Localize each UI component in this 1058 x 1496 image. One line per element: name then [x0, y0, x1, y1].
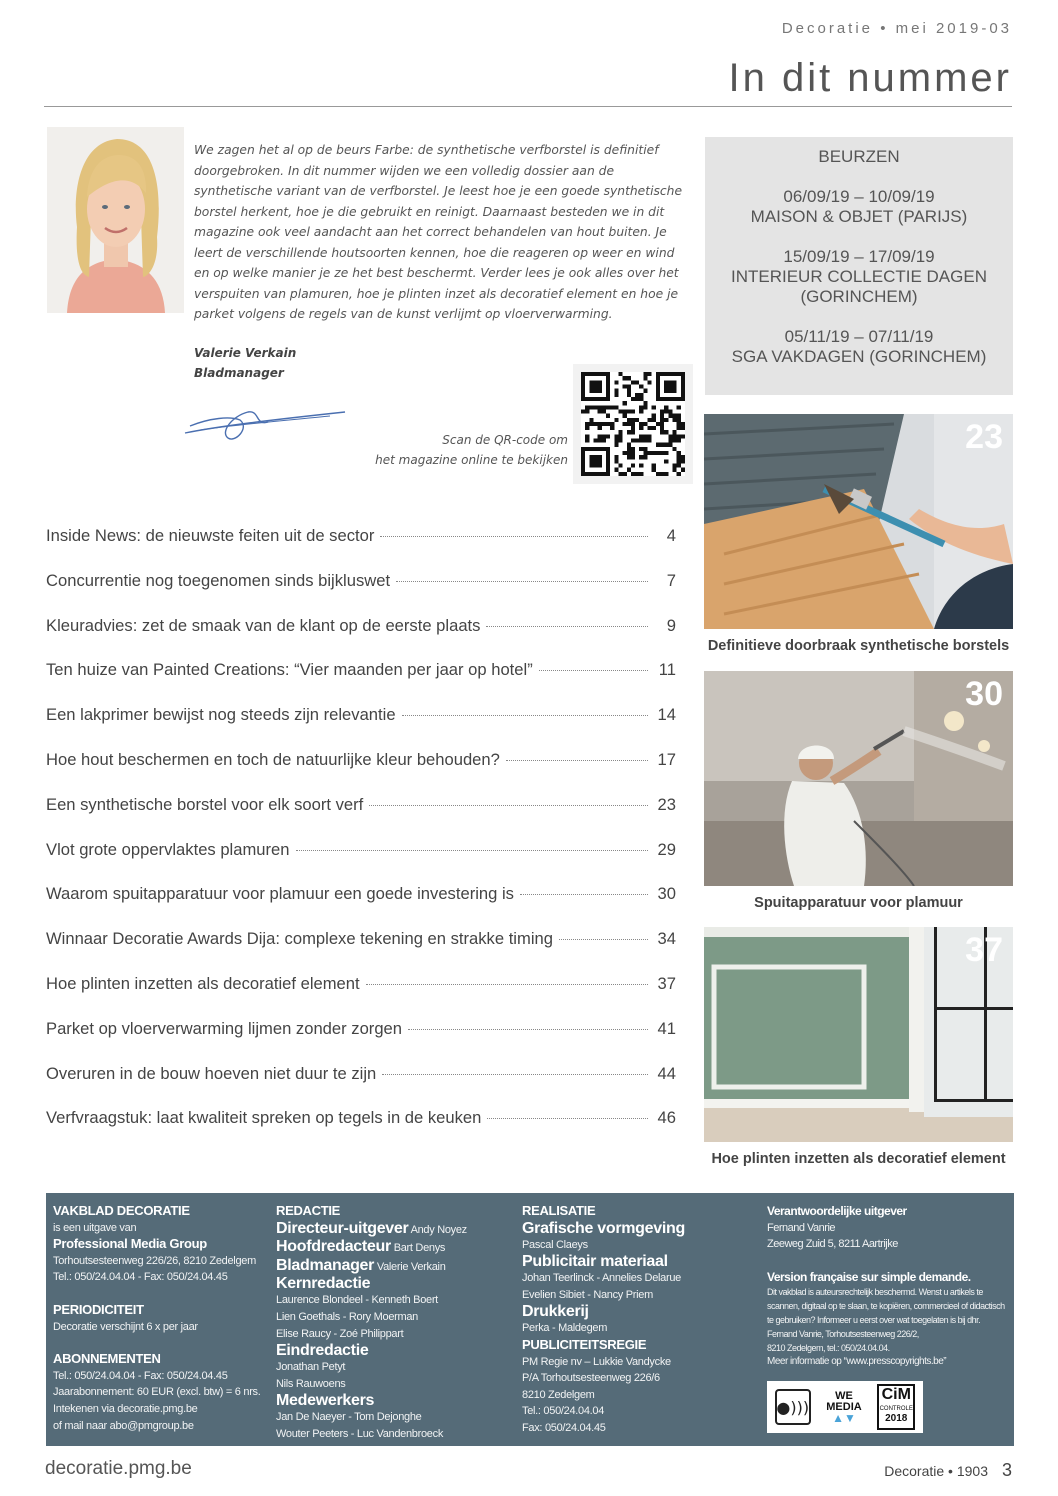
- feature-page-number: 37: [965, 931, 1003, 969]
- toc-leader-dots: [369, 805, 648, 806]
- colophon-legal: [767, 1203, 1012, 1369]
- toc-entry[interactable]: [46, 1108, 676, 1153]
- we-media-logo-text: MEDIA: [826, 1400, 862, 1413]
- colophon-person: Perka - Maldegem: [522, 1322, 608, 1335]
- qr-instruction-line2: het magazine online te bekijken: [375, 453, 568, 467]
- table-of-contents: [46, 526, 676, 1153]
- colophon-person: Laurence Blondeel - Kenneth Boert: [276, 1294, 438, 1307]
- feature-photo-skirting: [704, 927, 1013, 1142]
- colophon-line: 8210 Zedelgem, tel.: 050/24.04.04.: [767, 1343, 890, 1354]
- we-media-logo-text: WE: [835, 1389, 853, 1402]
- toc-entry-page: 46: [657, 1108, 676, 1128]
- colophon-publisher: [53, 1203, 273, 1434]
- colophon-line: Fernand Vanrie: [767, 1221, 836, 1234]
- toc-entry[interactable]: [46, 750, 676, 795]
- colophon-line: is een uitgave van: [53, 1221, 137, 1234]
- colophon-line: Meer informatie op “www.presscopyrights.be”: [767, 1356, 947, 1368]
- toc-entry[interactable]: [46, 795, 676, 840]
- we-media-logo: [826, 1391, 861, 1424]
- toc-entry-page: 7: [666, 570, 676, 590]
- cim-logo-text: CONTROLE: [879, 1406, 913, 1412]
- fair-dates: 15/09/19 – 17/09/19: [783, 247, 935, 266]
- toc-leader-dots: [559, 939, 648, 940]
- toc-entry-page: 17: [657, 749, 676, 769]
- colophon-person: Valerie Verkain: [376, 1260, 446, 1273]
- toc-entry-page: 14: [657, 705, 676, 725]
- colophon-person: Nils Rauwoens: [276, 1377, 346, 1390]
- toc-leader-dots: [402, 715, 648, 716]
- colophon-role: Medewerkers: [276, 1392, 375, 1410]
- colophon-editorial: [276, 1203, 516, 1443]
- fair-name: SGA VAKDAGEN (GORINCHEM): [731, 347, 987, 366]
- toc-leader-dots: [408, 1029, 648, 1030]
- toc-leader-dots: [296, 850, 648, 851]
- colophon-role: Eindredactie: [276, 1342, 369, 1360]
- author-name: Valerie Verkain: [194, 346, 297, 360]
- colophon-person: Pascal Claeys: [522, 1238, 588, 1251]
- toc-entry-title: Vlot grote oppervlaktes plamuren: [46, 839, 290, 859]
- editorial-signoff: [194, 343, 296, 383]
- colophon-line: Decoratie verschijnt 6 x per jaar: [53, 1320, 198, 1333]
- colophon-heading: PERIODICITEIT: [53, 1301, 144, 1317]
- certification-logos: [767, 1381, 923, 1433]
- colophon-heading: Verantwoordelijke uitgever: [767, 1204, 907, 1218]
- toc-entry-page: 37: [657, 973, 676, 993]
- colophon-line: Tel.: 050/24.04.04: [522, 1405, 605, 1418]
- fairs-title: BEURZEN: [818, 147, 900, 166]
- fairs-box: [705, 137, 1013, 395]
- colophon-role: Grafische vormgeving: [522, 1219, 685, 1237]
- toc-entry-page: 30: [657, 884, 676, 904]
- toc-leader-dots: [520, 894, 648, 895]
- toc-entry-title: Een lakprimer bewijst nog steeds zijn relevantie: [46, 705, 396, 725]
- colophon-role: Kernredactie: [276, 1275, 371, 1293]
- colophon-production: [522, 1203, 762, 1437]
- colophon-line: Torhoutsesteenweg 226/26, 8210 Zedelgem: [53, 1254, 256, 1267]
- toc-leader-dots: [380, 536, 648, 537]
- feature-photo-sprayer: [704, 671, 1013, 886]
- toc-entry-title: Parket op vloerverwarming lijmen zonder zorgen: [46, 1018, 403, 1038]
- toc-entry-page: 4: [666, 526, 676, 545]
- toc-entry[interactable]: [46, 660, 676, 705]
- cim-logo: [877, 1384, 915, 1430]
- feature-caption: Hoe plinten inzetten als decoratief element: [711, 1151, 1006, 1167]
- toc-entry-title: Winnaar Decoratie Awards Dija: complexe tekening en strakke timing: [46, 929, 553, 949]
- feature-page-number: 23: [965, 418, 1003, 456]
- author-portrait: [47, 127, 184, 313]
- colophon-role: Drukkerij: [522, 1303, 589, 1321]
- colophon-line: Intekenen via decoratie.pmg.be: [53, 1402, 198, 1415]
- colophon-person: Johan Teerlinck - Annelies Delarue: [522, 1272, 681, 1285]
- toc-entry[interactable]: [46, 571, 676, 616]
- toc-entry-title: Kleuradvies: zet de smaak van de klant op de eerste plaats: [46, 615, 481, 635]
- title-rule: [44, 106, 1012, 107]
- colophon-role: Hoofdredacteur: [276, 1238, 391, 1256]
- toc-entry[interactable]: [46, 616, 676, 661]
- toc-entry-title: Ten huize van Painted Creations: “Vier maanden per jaar op hotel”: [46, 660, 533, 680]
- colophon-line: te gebruiken? Informeer u eerst over wat toegelaten is bij dhr.: [767, 1315, 981, 1326]
- colophon-line: of mail naar abo@pmgroup.be: [53, 1419, 194, 1432]
- qr-instruction-line1: Scan de QR-code om: [442, 433, 568, 447]
- page-title: In dit nummer: [728, 56, 1012, 100]
- toc-leader-dots: [396, 581, 648, 582]
- colophon: [46, 1193, 1014, 1446]
- colophon-heading: ABONNEMENTEN: [53, 1351, 161, 1367]
- colophon-person: Lien Goethals - Rory Moerman: [276, 1310, 418, 1323]
- colophon-person: Elise Raucy - Zoé Philippart: [276, 1327, 404, 1340]
- qr-instruction: [340, 430, 568, 470]
- toc-entry-title: Verfvraagstuk: laat kwaliteit spreken op tegels in de keuken: [46, 1108, 482, 1128]
- toc-entry-page: 9: [666, 615, 676, 635]
- colophon-line: scannen, digitaal op te slaan, te kopiëren, commercieel of didactisch: [767, 1301, 1005, 1312]
- toc-entry-title: Een synthetische borstel voor elk soort verf: [46, 794, 364, 814]
- toc-entry[interactable]: [46, 929, 676, 974]
- colophon-heading: PUBLICITEITSREGIE: [522, 1336, 647, 1352]
- colophon-heading: REALISATIE: [522, 1203, 596, 1218]
- toc-entry-page: 29: [657, 839, 676, 859]
- we-media-logo-mark: ▲▼: [832, 1410, 856, 1425]
- colophon-line: Zeeweg Zuid 5, 8211 Aartrijke: [767, 1238, 898, 1251]
- colophon-line: Fax: 050/24.04.45: [522, 1421, 606, 1434]
- colophon-person: Andy Noyez: [410, 1223, 467, 1236]
- colophon-line: Tel.: 050/24.04.04 - Fax: 050/24.04.45: [53, 1271, 228, 1284]
- footer-issue-label: Decoratie • 1903: [884, 1463, 988, 1479]
- author-role: Bladmanager: [194, 366, 284, 380]
- toc-leader-dots: [487, 1118, 648, 1119]
- qr-code[interactable]: [573, 364, 693, 484]
- toc-entry-page: 11: [658, 660, 676, 680]
- feature-card[interactable]: [704, 927, 1013, 1167]
- feature-photo-brush: [704, 414, 1013, 629]
- toc-entry[interactable]: [46, 1019, 676, 1064]
- audio-logo: ●))): [775, 1389, 811, 1425]
- feature-card[interactable]: [704, 414, 1013, 654]
- colophon-line: Tel.: 050/24.04.04 - Fax: 050/24.04.45: [53, 1369, 228, 1382]
- colophon-person: Wouter Peeters - Luc Vandenbroeck: [276, 1427, 444, 1440]
- colophon-line: Jaarabonnement: 60 EUR (excl. btw) = 6 nrs.: [53, 1386, 261, 1399]
- toc-leader-dots: [506, 760, 648, 761]
- fair-event: [705, 247, 1013, 307]
- colophon-person: Evelien Sibiet - Nancy Priem: [522, 1288, 653, 1301]
- toc-leader-dots: [366, 984, 648, 985]
- fair-event: [705, 187, 1013, 227]
- toc-entry-page: 44: [657, 1063, 676, 1083]
- colophon-heading: VAKBLAD DECORATIE: [53, 1203, 190, 1218]
- colophon-person: Jonathan Petyt: [276, 1361, 346, 1374]
- toc-entry-title: Hoe plinten inzetten als decoratief element: [46, 973, 360, 993]
- colophon-line: P/A Torhoutsesteenweg 226/6: [522, 1372, 660, 1385]
- toc-entry[interactable]: [46, 840, 676, 885]
- colophon-line: PM Regie nv – Lukkie Vandycke: [522, 1355, 671, 1368]
- issue-topline: Decoratie • mei 2019-03: [781, 20, 1012, 37]
- fair-name: INTERIEUR COLLECTIE DAGEN (GORINCHEM): [731, 267, 987, 306]
- toc-entry-title: Overuren in de bouw hoeven niet duur te zijn: [46, 1063, 377, 1083]
- toc-leader-dots: [382, 1074, 648, 1075]
- toc-entry-page: 23: [657, 794, 676, 814]
- feature-card[interactable]: [704, 671, 1013, 911]
- toc-entry[interactable]: [46, 526, 676, 571]
- colophon-line: 8210 Zedelgem: [522, 1388, 595, 1401]
- toc-leader-dots: [539, 670, 648, 671]
- toc-entry[interactable]: [46, 1064, 676, 1109]
- colophon-heading: REDACTIE: [276, 1203, 341, 1218]
- toc-entry-title: Waarom spuitapparatuur voor plamuur een goede investering is: [46, 884, 514, 904]
- toc-entry-title: Concurrentie nog toegenomen sinds bijkluswet: [46, 570, 391, 590]
- page-number: 3: [1001, 1460, 1012, 1480]
- toc-entry-title: Hoe hout beschermen en toch de natuurlijke kleur behouden?: [46, 749, 500, 769]
- colophon-heading: Version française sur simple demande.: [767, 1269, 971, 1284]
- toc-entry[interactable]: [46, 884, 676, 929]
- toc-entry-page: 34: [657, 929, 676, 949]
- editorial-text: We zagen het al op de beurs Farbe: de synthetische verfborstel is definitief doorgebroken. In dit nummer wijden we een volledig dossier aan de synthetische variant van de verfborstel. Je leest hoe je een goede synthetische borstel herkent, hoe je die gebruikt en reinigt. Daarnaast besteden we in dit magazine ook veel aandacht aan het correct behandelen van hout buiten. Je leert de verschillende houtsoorten kennen, hoe die reageren op weer en wind en op welke manier je ze het best beschermt. Verder lees je ook alles over het verspuiten van plamuren, hoe je plinten inzet als decoratief element en hoe je parket volgens de regels van de kunst verlijmt op vloerverwarming.: [194, 143, 683, 321]
- toc-entry-title: Inside News: de nieuwste feiten uit de sector: [46, 526, 375, 545]
- toc-leader-dots: [486, 626, 648, 627]
- toc-entry-page: 41: [657, 1018, 676, 1038]
- feature-caption: Spuitapparatuur voor plamuur: [754, 895, 963, 911]
- fair-name: MAISON & OBJET (PARIJS): [750, 207, 968, 226]
- colophon-person: Bart Denys: [393, 1242, 446, 1255]
- colophon-role: Directeur-uitgever: [276, 1219, 409, 1237]
- feature-caption: Definitieve doorbraak synthetische borstels: [707, 638, 1010, 654]
- toc-entry[interactable]: [46, 974, 676, 1019]
- cim-logo-text: CiM: [881, 1386, 911, 1403]
- colophon-person: Jan De Naeyer - Tom Dejonghe: [276, 1411, 422, 1424]
- colophon-role: Publicitair materiaal: [522, 1253, 668, 1271]
- footer-issue: [884, 1460, 1012, 1481]
- website-link[interactable]: decoratie.pmg.be: [45, 1458, 192, 1479]
- colophon-line: Dit vakblad is auteursrechtelijk beschermd. Wenst u artikels te: [767, 1287, 983, 1298]
- fair-dates: 05/11/19 – 07/11/19: [784, 327, 934, 346]
- handwritten-signature: [180, 398, 350, 448]
- colophon-publisher-name: Professional Media Group: [53, 1236, 207, 1252]
- fair-event: [705, 327, 1013, 367]
- fair-dates: 06/09/19 – 10/09/19: [783, 187, 935, 206]
- toc-entry[interactable]: [46, 705, 676, 750]
- feature-page-number: 30: [965, 675, 1003, 713]
- colophon-line: Fernand Vanrie, Torhoutsesteenweg 226/2,: [767, 1329, 919, 1340]
- cim-logo-year: 2018: [885, 1413, 908, 1424]
- colophon-role: Bladmanager: [276, 1256, 375, 1274]
